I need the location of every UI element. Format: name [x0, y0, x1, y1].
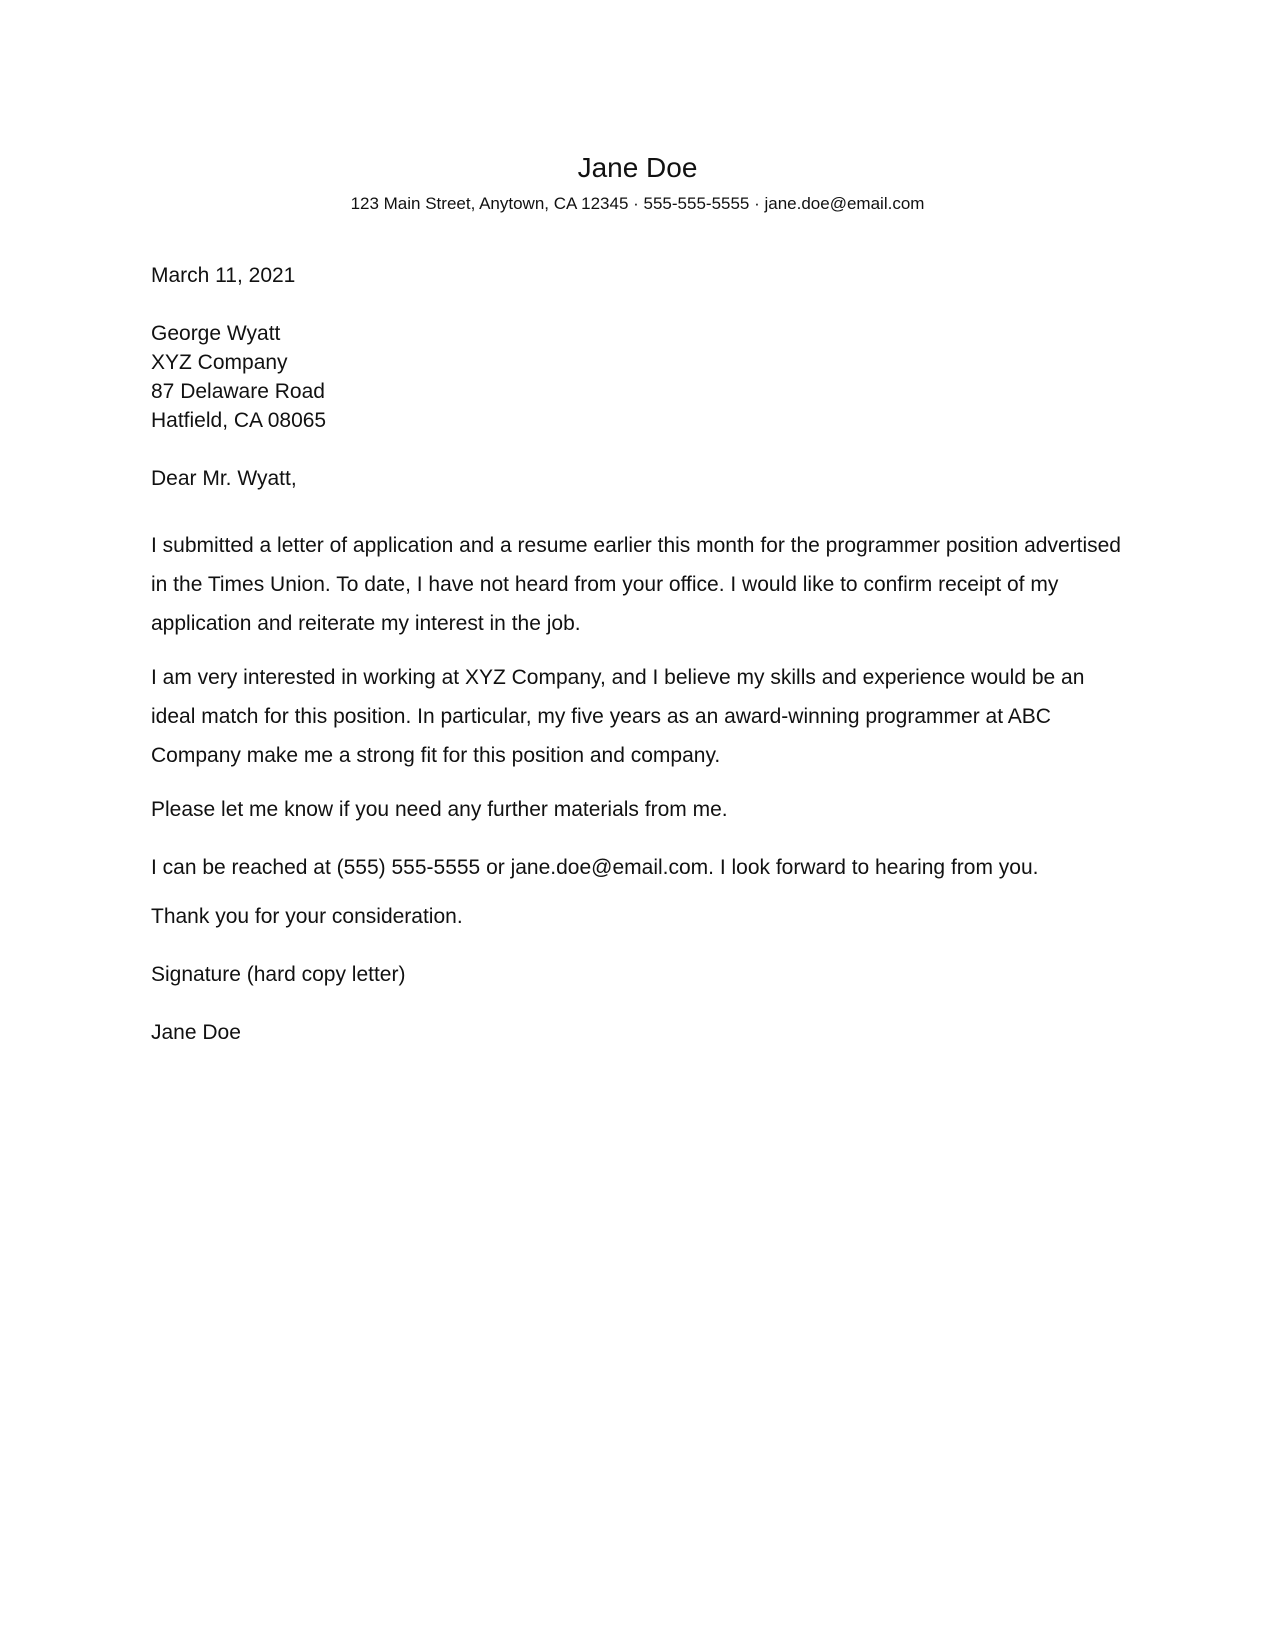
- recipient-name: George Wyatt: [151, 322, 281, 345]
- recipient-company: XYZ Company: [151, 351, 288, 374]
- sender-contact: 123 Main Street, Anytown, CA 12345 · 555-555-5555 · jane.doe@email.com: [350, 194, 925, 213]
- closing: Thank you for your consideration.: [151, 905, 463, 928]
- letter-date: March 11, 2021: [151, 264, 296, 287]
- body-paragraph: Please let me know if you need any further materials from me.: [151, 798, 728, 821]
- salutation: Dear Mr. Wyatt,: [151, 467, 297, 490]
- signer-name: Jane Doe: [151, 1021, 241, 1044]
- body-paragraph: I am very interested in working at XYZ Company, and I believe my skills and experience would be an ideal match for this position. In particular, my five years as an award-winning programmer at ABC Company make me a strong fit for this position and company.: [151, 666, 1085, 767]
- body-paragraph: I can be reached at (555) 555-5555 or jane.doe@email.com. I look forward to hearing from you.: [151, 856, 1039, 879]
- recipient-street: 87 Delaware Road: [151, 380, 325, 403]
- signature-note: Signature (hard copy letter): [151, 963, 406, 986]
- recipient-city: Hatfield, CA 08065: [151, 409, 327, 432]
- sender-name: Jane Doe: [577, 152, 698, 183]
- body-paragraph: I submitted a letter of application and a resume earlier this month for the programmer position advertised in the Times Union. To date, I have not heard from your office. I would like to confirm receipt of my application and reiterate my interest in the job.: [151, 534, 1121, 635]
